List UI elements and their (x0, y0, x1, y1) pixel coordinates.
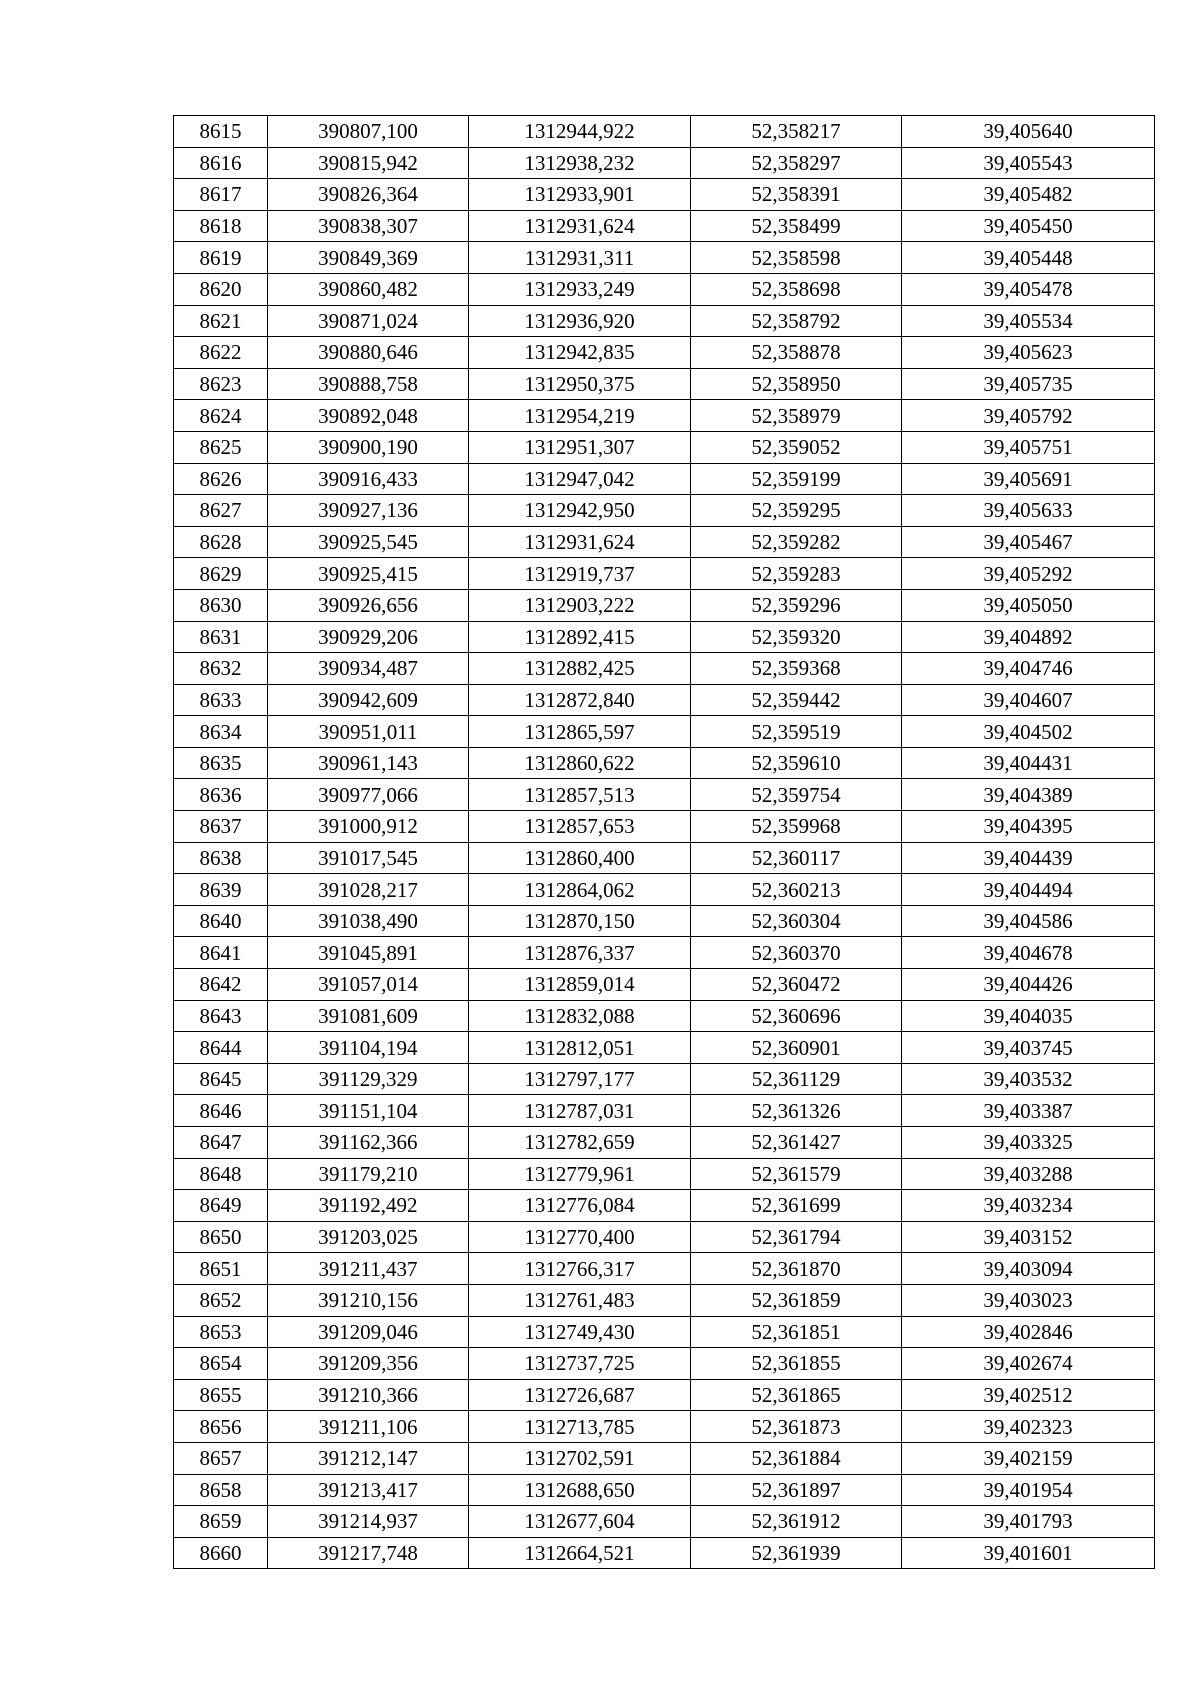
table-row (174, 1537, 1155, 1569)
y-coordinate-cell: 1312892,415 (469, 621, 691, 653)
table-row (174, 431, 1155, 463)
table-row (174, 653, 1155, 685)
y-coordinate-cell: 1312859,014 (469, 969, 691, 1001)
table-row (174, 179, 1155, 211)
y-coordinate-cell: 1312749,430 (469, 1316, 691, 1348)
latitude-cell: 52,360696 (691, 1000, 902, 1032)
point-number-cell: 8653 (174, 1316, 268, 1348)
point-number-cell: 8635 (174, 747, 268, 779)
latitude-cell: 52,359968 (691, 811, 902, 843)
table-row (174, 1506, 1155, 1538)
table-row (174, 1063, 1155, 1095)
point-number-cell: 8633 (174, 684, 268, 716)
longitude-cell: 39,401601 (902, 1537, 1155, 1569)
latitude-cell: 52,361884 (691, 1442, 902, 1474)
y-coordinate-cell: 1312782,659 (469, 1127, 691, 1159)
y-coordinate-cell: 1312832,088 (469, 1000, 691, 1032)
longitude-cell: 39,402674 (902, 1348, 1155, 1380)
table-row (174, 1379, 1155, 1411)
latitude-cell: 52,361855 (691, 1348, 902, 1380)
y-coordinate-cell: 1312770,400 (469, 1221, 691, 1253)
point-number-cell: 8639 (174, 874, 268, 906)
point-number-cell: 8641 (174, 937, 268, 969)
latitude-cell: 52,358878 (691, 337, 902, 369)
latitude-cell: 52,361870 (691, 1253, 902, 1285)
table-row (174, 337, 1155, 369)
x-coordinate-cell: 390929,206 (268, 621, 469, 653)
point-number-cell: 8650 (174, 1221, 268, 1253)
point-number-cell: 8621 (174, 305, 268, 337)
point-number-cell: 8649 (174, 1190, 268, 1222)
x-coordinate-cell: 390815,942 (268, 147, 469, 179)
longitude-cell: 39,404426 (902, 969, 1155, 1001)
table-row (174, 684, 1155, 716)
latitude-cell: 52,359199 (691, 463, 902, 495)
point-number-cell: 8647 (174, 1127, 268, 1159)
x-coordinate-cell: 390892,048 (268, 400, 469, 432)
table-row (174, 1221, 1155, 1253)
latitude-cell: 52,359368 (691, 653, 902, 685)
x-coordinate-cell: 391081,609 (268, 1000, 469, 1032)
coordinates-table (173, 115, 1155, 1569)
point-number-cell: 8617 (174, 179, 268, 211)
x-coordinate-cell: 391000,912 (268, 811, 469, 843)
y-coordinate-cell: 1312933,249 (469, 273, 691, 305)
x-coordinate-cell: 390925,415 (268, 558, 469, 590)
latitude-cell: 52,358950 (691, 368, 902, 400)
longitude-cell: 39,403325 (902, 1127, 1155, 1159)
longitude-cell: 39,403234 (902, 1190, 1155, 1222)
longitude-cell: 39,404494 (902, 874, 1155, 906)
latitude-cell: 52,361865 (691, 1379, 902, 1411)
point-number-cell: 8645 (174, 1063, 268, 1095)
y-coordinate-cell: 1312860,622 (469, 747, 691, 779)
x-coordinate-cell: 391217,748 (268, 1537, 469, 1569)
longitude-cell: 39,403745 (902, 1032, 1155, 1064)
point-number-cell: 8660 (174, 1537, 268, 1569)
latitude-cell: 52,361851 (691, 1316, 902, 1348)
y-coordinate-cell: 1312876,337 (469, 937, 691, 969)
point-number-cell: 8619 (174, 242, 268, 274)
y-coordinate-cell: 1312688,650 (469, 1474, 691, 1506)
latitude-cell: 52,361579 (691, 1158, 902, 1190)
table-row (174, 779, 1155, 811)
table-row (174, 1032, 1155, 1064)
x-coordinate-cell: 391209,356 (268, 1348, 469, 1380)
latitude-cell: 52,359320 (691, 621, 902, 653)
latitude-cell: 52,358598 (691, 242, 902, 274)
x-coordinate-cell: 391192,492 (268, 1190, 469, 1222)
point-number-cell: 8636 (174, 779, 268, 811)
longitude-cell: 39,404439 (902, 842, 1155, 874)
longitude-cell: 39,405450 (902, 210, 1155, 242)
table-row (174, 210, 1155, 242)
longitude-cell: 39,405482 (902, 179, 1155, 211)
x-coordinate-cell: 391017,545 (268, 842, 469, 874)
y-coordinate-cell: 1312919,737 (469, 558, 691, 590)
y-coordinate-cell: 1312737,725 (469, 1348, 691, 1380)
longitude-cell: 39,404431 (902, 747, 1155, 779)
longitude-cell: 39,404389 (902, 779, 1155, 811)
longitude-cell: 39,403387 (902, 1095, 1155, 1127)
y-coordinate-cell: 1312936,920 (469, 305, 691, 337)
latitude-cell: 52,358297 (691, 147, 902, 179)
longitude-cell: 39,405640 (902, 116, 1155, 148)
table-row (174, 1095, 1155, 1127)
x-coordinate-cell: 390880,646 (268, 337, 469, 369)
latitude-cell: 52,361326 (691, 1095, 902, 1127)
table-row (174, 874, 1155, 906)
latitude-cell: 52,359296 (691, 589, 902, 621)
longitude-cell: 39,403288 (902, 1158, 1155, 1190)
point-number-cell: 8651 (174, 1253, 268, 1285)
table-row (174, 937, 1155, 969)
point-number-cell: 8618 (174, 210, 268, 242)
x-coordinate-cell: 391129,329 (268, 1063, 469, 1095)
x-coordinate-cell: 390934,487 (268, 653, 469, 685)
longitude-cell: 39,405691 (902, 463, 1155, 495)
point-number-cell: 8630 (174, 589, 268, 621)
y-coordinate-cell: 1312942,835 (469, 337, 691, 369)
point-number-cell: 8644 (174, 1032, 268, 1064)
longitude-cell: 39,403532 (902, 1063, 1155, 1095)
x-coordinate-cell: 390927,136 (268, 495, 469, 527)
latitude-cell: 52,358499 (691, 210, 902, 242)
x-coordinate-cell: 390826,364 (268, 179, 469, 211)
point-number-cell: 8629 (174, 558, 268, 590)
y-coordinate-cell: 1312903,222 (469, 589, 691, 621)
x-coordinate-cell: 390916,433 (268, 463, 469, 495)
y-coordinate-cell: 1312776,084 (469, 1190, 691, 1222)
longitude-cell: 39,404035 (902, 1000, 1155, 1032)
y-coordinate-cell: 1312761,483 (469, 1284, 691, 1316)
table-row (174, 747, 1155, 779)
latitude-cell: 52,360472 (691, 969, 902, 1001)
y-coordinate-cell: 1312865,597 (469, 716, 691, 748)
x-coordinate-cell: 391210,156 (268, 1284, 469, 1316)
table-row (174, 621, 1155, 653)
y-coordinate-cell: 1312944,922 (469, 116, 691, 148)
y-coordinate-cell: 1312931,311 (469, 242, 691, 274)
x-coordinate-cell: 391104,194 (268, 1032, 469, 1064)
point-number-cell: 8655 (174, 1379, 268, 1411)
longitude-cell: 39,403152 (902, 1221, 1155, 1253)
table-row (174, 147, 1155, 179)
longitude-cell: 39,405792 (902, 400, 1155, 432)
x-coordinate-cell: 391209,046 (268, 1316, 469, 1348)
table-row (174, 1348, 1155, 1380)
table-row (174, 116, 1155, 148)
x-coordinate-cell: 390961,143 (268, 747, 469, 779)
latitude-cell: 52,358698 (691, 273, 902, 305)
longitude-cell: 39,402323 (902, 1411, 1155, 1443)
latitude-cell: 52,359442 (691, 684, 902, 716)
latitude-cell: 52,358391 (691, 179, 902, 211)
y-coordinate-cell: 1312812,051 (469, 1032, 691, 1064)
table-row (174, 905, 1155, 937)
latitude-cell: 52,361939 (691, 1537, 902, 1569)
table-row (174, 400, 1155, 432)
point-number-cell: 8654 (174, 1348, 268, 1380)
x-coordinate-cell: 390900,190 (268, 431, 469, 463)
longitude-cell: 39,405478 (902, 273, 1155, 305)
latitude-cell: 52,361859 (691, 1284, 902, 1316)
longitude-cell: 39,405448 (902, 242, 1155, 274)
longitude-cell: 39,404502 (902, 716, 1155, 748)
x-coordinate-cell: 391212,147 (268, 1442, 469, 1474)
x-coordinate-cell: 390849,369 (268, 242, 469, 274)
x-coordinate-cell: 391203,025 (268, 1221, 469, 1253)
point-number-cell: 8646 (174, 1095, 268, 1127)
y-coordinate-cell: 1312942,950 (469, 495, 691, 527)
longitude-cell: 39,404395 (902, 811, 1155, 843)
point-number-cell: 8622 (174, 337, 268, 369)
y-coordinate-cell: 1312870,150 (469, 905, 691, 937)
longitude-cell: 39,405623 (902, 337, 1155, 369)
point-number-cell: 8642 (174, 969, 268, 1001)
point-number-cell: 8637 (174, 811, 268, 843)
longitude-cell: 39,405543 (902, 147, 1155, 179)
x-coordinate-cell: 391038,490 (268, 905, 469, 937)
point-number-cell: 8648 (174, 1158, 268, 1190)
y-coordinate-cell: 1312882,425 (469, 653, 691, 685)
longitude-cell: 39,404586 (902, 905, 1155, 937)
latitude-cell: 52,360901 (691, 1032, 902, 1064)
point-number-cell: 8624 (174, 400, 268, 432)
point-number-cell: 8656 (174, 1411, 268, 1443)
table-row (174, 1316, 1155, 1348)
y-coordinate-cell: 1312779,961 (469, 1158, 691, 1190)
x-coordinate-cell: 390951,011 (268, 716, 469, 748)
y-coordinate-cell: 1312713,785 (469, 1411, 691, 1443)
latitude-cell: 52,360213 (691, 874, 902, 906)
x-coordinate-cell: 391211,437 (268, 1253, 469, 1285)
latitude-cell: 52,358979 (691, 400, 902, 432)
y-coordinate-cell: 1312857,653 (469, 811, 691, 843)
x-coordinate-cell: 390926,656 (268, 589, 469, 621)
table-row (174, 842, 1155, 874)
table-row (174, 811, 1155, 843)
y-coordinate-cell: 1312933,901 (469, 179, 691, 211)
latitude-cell: 52,358792 (691, 305, 902, 337)
y-coordinate-cell: 1312950,375 (469, 368, 691, 400)
point-number-cell: 8659 (174, 1506, 268, 1538)
latitude-cell: 52,359052 (691, 431, 902, 463)
x-coordinate-cell: 390871,024 (268, 305, 469, 337)
table-row (174, 495, 1155, 527)
x-coordinate-cell: 391045,891 (268, 937, 469, 969)
x-coordinate-cell: 390838,307 (268, 210, 469, 242)
longitude-cell: 39,402846 (902, 1316, 1155, 1348)
y-coordinate-cell: 1312938,232 (469, 147, 691, 179)
longitude-cell: 39,404678 (902, 937, 1155, 969)
table-row (174, 589, 1155, 621)
longitude-cell: 39,405292 (902, 558, 1155, 590)
longitude-cell: 39,404892 (902, 621, 1155, 653)
latitude-cell: 52,360370 (691, 937, 902, 969)
longitude-cell: 39,404746 (902, 653, 1155, 685)
y-coordinate-cell: 1312931,624 (469, 210, 691, 242)
y-coordinate-cell: 1312797,177 (469, 1063, 691, 1095)
table-row (174, 1190, 1155, 1222)
latitude-cell: 52,359295 (691, 495, 902, 527)
table-row (174, 1158, 1155, 1190)
point-number-cell: 8652 (174, 1284, 268, 1316)
latitude-cell: 52,361897 (691, 1474, 902, 1506)
x-coordinate-cell: 391210,366 (268, 1379, 469, 1411)
table-row (174, 969, 1155, 1001)
y-coordinate-cell: 1312864,062 (469, 874, 691, 906)
point-number-cell: 8634 (174, 716, 268, 748)
x-coordinate-cell: 391213,417 (268, 1474, 469, 1506)
latitude-cell: 52,361794 (691, 1221, 902, 1253)
coordinates-table-body (174, 116, 1155, 1569)
y-coordinate-cell: 1312702,591 (469, 1442, 691, 1474)
x-coordinate-cell: 391151,104 (268, 1095, 469, 1127)
table-row (174, 368, 1155, 400)
latitude-cell: 52,359610 (691, 747, 902, 779)
longitude-cell: 39,402512 (902, 1379, 1155, 1411)
latitude-cell: 52,361129 (691, 1063, 902, 1095)
table-row (174, 1253, 1155, 1285)
x-coordinate-cell: 390925,545 (268, 526, 469, 558)
point-number-cell: 8627 (174, 495, 268, 527)
longitude-cell: 39,405751 (902, 431, 1155, 463)
table-row (174, 305, 1155, 337)
table-row (174, 463, 1155, 495)
y-coordinate-cell: 1312726,687 (469, 1379, 691, 1411)
x-coordinate-cell: 390807,100 (268, 116, 469, 148)
y-coordinate-cell: 1312857,513 (469, 779, 691, 811)
latitude-cell: 52,359282 (691, 526, 902, 558)
table-row (174, 526, 1155, 558)
latitude-cell: 52,359754 (691, 779, 902, 811)
point-number-cell: 8658 (174, 1474, 268, 1506)
y-coordinate-cell: 1312954,219 (469, 400, 691, 432)
longitude-cell: 39,401793 (902, 1506, 1155, 1538)
y-coordinate-cell: 1312947,042 (469, 463, 691, 495)
x-coordinate-cell: 391028,217 (268, 874, 469, 906)
point-number-cell: 8632 (174, 653, 268, 685)
x-coordinate-cell: 391162,366 (268, 1127, 469, 1159)
table-row (174, 1442, 1155, 1474)
latitude-cell: 52,361699 (691, 1190, 902, 1222)
y-coordinate-cell: 1312787,031 (469, 1095, 691, 1127)
y-coordinate-cell: 1312931,624 (469, 526, 691, 558)
longitude-cell: 39,405534 (902, 305, 1155, 337)
latitude-cell: 52,360304 (691, 905, 902, 937)
table-row (174, 273, 1155, 305)
longitude-cell: 39,405467 (902, 526, 1155, 558)
longitude-cell: 39,404607 (902, 684, 1155, 716)
table-row (174, 242, 1155, 274)
x-coordinate-cell: 391211,106 (268, 1411, 469, 1443)
x-coordinate-cell: 390977,066 (268, 779, 469, 811)
table-row (174, 1000, 1155, 1032)
latitude-cell: 52,358217 (691, 116, 902, 148)
point-number-cell: 8626 (174, 463, 268, 495)
point-number-cell: 8625 (174, 431, 268, 463)
y-coordinate-cell: 1312872,840 (469, 684, 691, 716)
table-row (174, 1411, 1155, 1443)
longitude-cell: 39,405050 (902, 589, 1155, 621)
table-row (174, 1284, 1155, 1316)
point-number-cell: 8643 (174, 1000, 268, 1032)
point-number-cell: 8615 (174, 116, 268, 148)
table-row (174, 1474, 1155, 1506)
y-coordinate-cell: 1312677,604 (469, 1506, 691, 1538)
x-coordinate-cell: 390942,609 (268, 684, 469, 716)
longitude-cell: 39,402159 (902, 1442, 1155, 1474)
latitude-cell: 52,360117 (691, 842, 902, 874)
point-number-cell: 8657 (174, 1442, 268, 1474)
point-number-cell: 8616 (174, 147, 268, 179)
point-number-cell: 8628 (174, 526, 268, 558)
x-coordinate-cell: 390888,758 (268, 368, 469, 400)
longitude-cell: 39,401954 (902, 1474, 1155, 1506)
y-coordinate-cell: 1312951,307 (469, 431, 691, 463)
latitude-cell: 52,359519 (691, 716, 902, 748)
longitude-cell: 39,405735 (902, 368, 1155, 400)
longitude-cell: 39,403094 (902, 1253, 1155, 1285)
x-coordinate-cell: 391214,937 (268, 1506, 469, 1538)
y-coordinate-cell: 1312766,317 (469, 1253, 691, 1285)
point-number-cell: 8638 (174, 842, 268, 874)
latitude-cell: 52,361427 (691, 1127, 902, 1159)
point-number-cell: 8640 (174, 905, 268, 937)
table-row (174, 1127, 1155, 1159)
x-coordinate-cell: 390860,482 (268, 273, 469, 305)
point-number-cell: 8631 (174, 621, 268, 653)
y-coordinate-cell: 1312664,521 (469, 1537, 691, 1569)
x-coordinate-cell: 391057,014 (268, 969, 469, 1001)
y-coordinate-cell: 1312860,400 (469, 842, 691, 874)
table-row (174, 558, 1155, 590)
x-coordinate-cell: 391179,210 (268, 1158, 469, 1190)
longitude-cell: 39,405633 (902, 495, 1155, 527)
table-row (174, 716, 1155, 748)
latitude-cell: 52,359283 (691, 558, 902, 590)
longitude-cell: 39,403023 (902, 1284, 1155, 1316)
point-number-cell: 8620 (174, 273, 268, 305)
latitude-cell: 52,361873 (691, 1411, 902, 1443)
latitude-cell: 52,361912 (691, 1506, 902, 1538)
point-number-cell: 8623 (174, 368, 268, 400)
